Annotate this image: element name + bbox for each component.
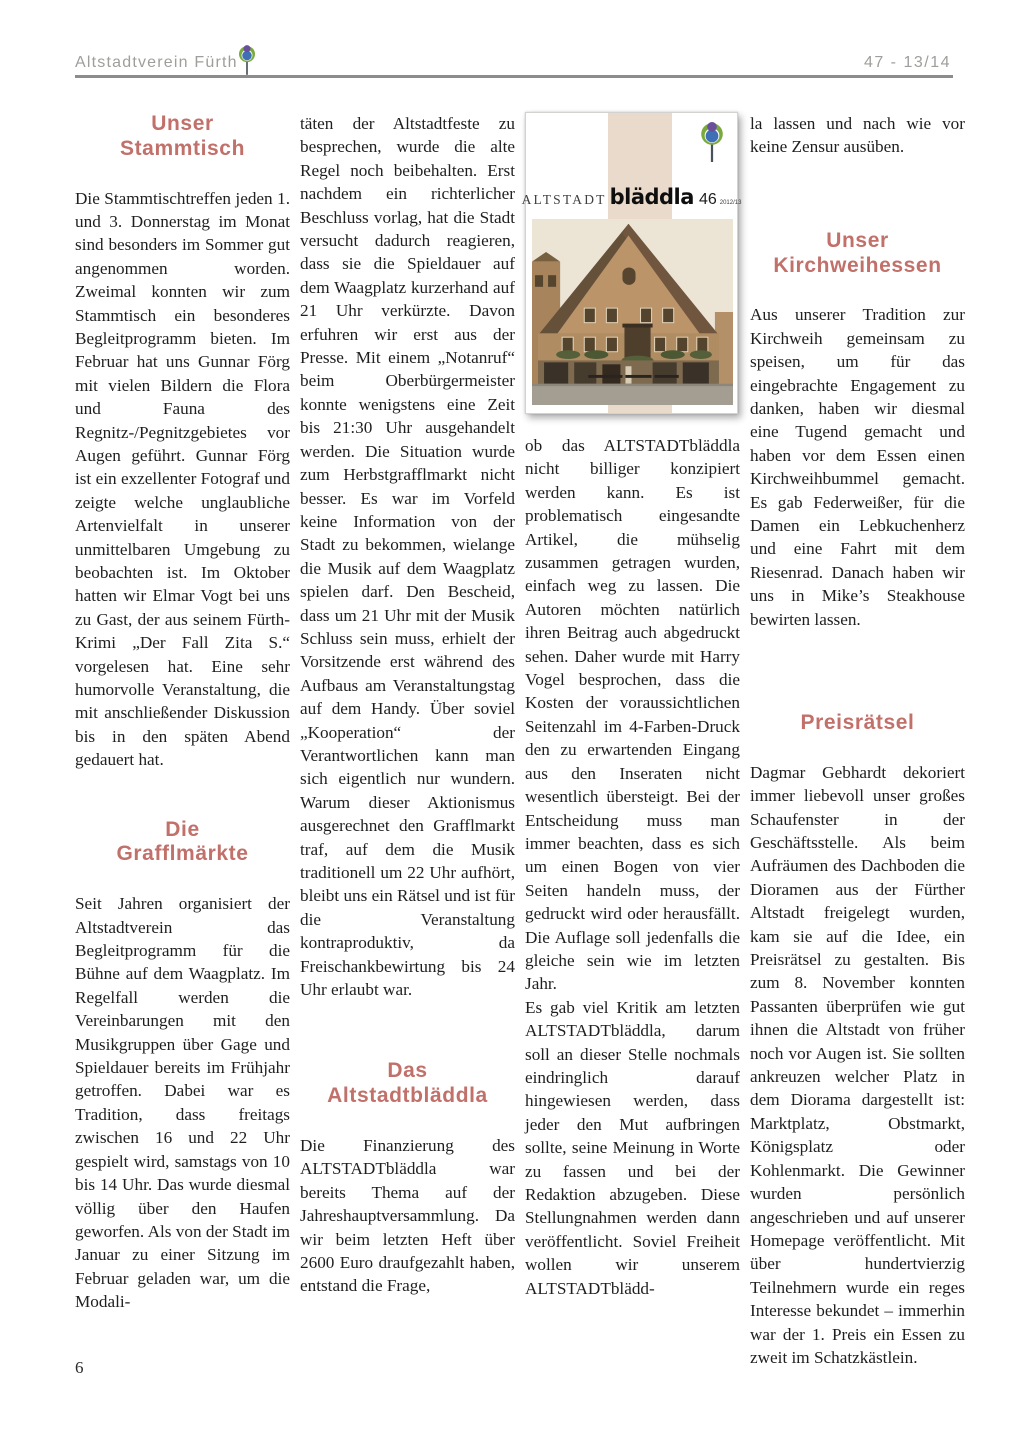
paragraph-altstadtblaeddla-3: Es gab viel Kritik am letzten ALTSTADTbläddla, darum soll an dieser Stelle nochmals eindringlich darauf hingewiesen werden, dass jeder den Mut aufbringen sollte, seine Meinung in Worte zu fassen und bei der Redaktion abzugeben. Diese Stellungnahmen werden dann veröffentlicht. Soviel Freiheit wollen wir unserem ALTSTADTblädd- xyxy=(525,997,740,1298)
paragraph-altstadtblaeddla-2: ob das ALTSTADTbläddla nicht billiger konzipiert werden kann. Es ist problematisch eingesandte Artikel, die mühselig zusammen getragen wurden, einfach weg zu lassen. Die Autoren möchten natürlich ihren Beitrag auch abgedruckt sehen. Daher wurde mit Harry Vogel besprochen, dass die Kosten der voraussichtlichen Seitenzahl im 4-Farben-Druck den zu erwartenden Eingang aus den Inseraten nicht wesentlich übersteigt. Bei der Entscheidung muss man immer beachten, dass es sich um einen Bogen von vier Seiten handeln muss, der gedruckt wird oder herausfällt. Die Auflage soll jedenfalls die gleiche sein wie im letzten Jahr. xyxy=(525,436,740,994)
cover-issue-number: 46 xyxy=(698,191,717,208)
cover-masthead xyxy=(521,185,742,209)
paragraph-stammtisch: Die Stammtischtreffen jeden 1. und 3. Donnerstag im Monat sind besonders im Sommer gut angenommen worden. Zweimal konnten wir zum Stammtisch ein besonderes Begleitprogramm bieten. Im Februar hat uns Gunnar Förg mit vielen Bildern die Flora und Fauna des Regnitz-/Pegnitzgebietes vor Augen geführt. Gunnar Förg ist ein exzellenter Fotograf und zeigte welche unglaubliche Artenvielfalt in unserer unmittelbaren Umgebung zu beobachten ist. Im Oktober hatten wir Elmar Vogt bei uns zu Gast, der aus seinem Fürth-Krimi „Der Fall Zita S.“ vorgelesen hat. Eine sehr humorvolle Veranstaltung, die mit anschließender Diskussion bis in den späten Abend gedauert hat. xyxy=(75,188,290,770)
heading-line: Preisrätsel xyxy=(800,711,915,735)
paragraph-kirchweihessen: Aus unserer Tradition zur Kirchweih gemeinsam zu speisen, um für das eingebrachte Engagement zu danken, haben wir diesmal eine Tugend gemacht und haben vor dem Essen einen Kirchweihbummel gemacht. Es gab Federweißer, für die Damen ein Lebkuchenherz und eine Fahrt mit dem Riesenrad. Danach haben wir uns in Mike’s Steakhouse bewirten lassen. xyxy=(750,305,965,629)
heading-line: Altstadtbläddla xyxy=(327,1084,488,1108)
heading-line: Grafflmärkte xyxy=(116,842,249,866)
column-1 xyxy=(75,112,290,1314)
paragraph-altstadtblaeddla-1: Die Finanzierung des ALTSTADTbläddla war bereits Thema auf der Jahreshauptversammlung. Da wir beim letzten Heft über 2600 Euro draufgezahlt haben, entstand die Frage, xyxy=(300,1135,515,1296)
column-3 xyxy=(521,112,742,1300)
brand-title: Altstadtverein Fürth xyxy=(75,54,238,71)
cover-title-blaeddla: bläddla xyxy=(609,185,694,209)
heading-line: Kirchweihessen xyxy=(773,253,942,277)
heading-unser-stammtisch xyxy=(75,112,290,162)
tree-logo-icon xyxy=(696,120,728,164)
heading-line: Die xyxy=(165,817,200,841)
page-footer xyxy=(75,1358,84,1378)
issue-page-ref: 47 - 13/14 xyxy=(863,54,951,71)
heading-line: Das xyxy=(387,1059,428,1083)
heading-preisraetsel xyxy=(750,711,965,736)
cover-photo-old-house xyxy=(532,219,733,405)
heading-unser-kirchweihessen xyxy=(750,229,965,279)
tree-logo-icon xyxy=(235,44,259,76)
heading-das-altstadtblaeddla xyxy=(300,1059,515,1109)
cover-title-altstadt: ALTSTADT xyxy=(521,192,607,207)
cover-image-altstadtblaeddla-46 xyxy=(521,112,742,414)
header-rule xyxy=(75,75,953,78)
heading-line: Unser xyxy=(151,112,214,135)
heading-line: Unser xyxy=(826,228,889,252)
article-columns xyxy=(75,112,965,1369)
column-4 xyxy=(750,112,965,1369)
paragraph-altstadtblaeddla-4: la lassen und nach wie vor keine Zensur ausüben. xyxy=(750,114,965,157)
paragraph-grafflmaerkte-2: täten der Altstadtfeste zu besprechen, wurde die alte Regel noch beibehalten. Erst nachdem ein richterlicher Beschluss vorlag, hat die Stadt versucht dadurch reagieren, dass sie die Spieldauer auf dem Waagplatz kurzerhand auf 21 Uhr verkürzte. Davon erfuhren wir erst aus der Presse. Mit einem „Notanruf“ beim Oberbürgermeister konnte wenigstens eine Zeit bis 21:30 Uhr ausgehandelt werden. Die Situation wurde zum Herbstgrafflmarkt nicht besser. Es war im Vorfeld keine Information von der Stadt zu bekommen, wielange die Musik auf dem Waagplatz spielen darf. Den Bescheid, dass um 21 Uhr mit der Musik Schluss sein muss, erhielt der Vorsitzende erst während des Aufbaus am Veranstaltungstag auf dem Handy. Über soviel „Kooperation“ der Verantwortlichen kann man sich eigentlich nur wundern. Warum dieser Aktionismus ausgerechnet den Grafflmarkt traf, auf dem die Musik traditionell um 22 Uhr aufhört, bleibt uns ein Rätsel und ist für die Veranstaltung kontraproduktiv, da Freischankbewirtung bis 24 Uhr erlaubt war. xyxy=(300,114,515,1000)
page-number: 6 xyxy=(75,1358,84,1377)
page-header xyxy=(75,44,965,78)
heading-line: Stammtisch xyxy=(119,136,246,160)
paragraph-grafflmaerkte-1: Seit Jahren organisiert der Altstadtverein das Begleitprogramm für die Bühne auf dem Waagplatz. Im Regelfall werden die Vereinbarungen mit den Musikgruppen über Gage und Spieldauer bereits im Frühjahr getroffen. Dabei war es Tradition, dass freitags zwischen 16 und 22 Uhr gespielt wird, samstags von 10 bis 14 Uhr. Das wurde diesmal völlig über den Haufen geworfen. Als von der Stadt im Januar zu einer Sitzung im Februar geladen war, um die Modali- xyxy=(75,894,290,1312)
cover-issue-years: 2012/13 xyxy=(719,200,742,206)
paragraph-preisraetsel: Dagmar Gebhardt dekoriert immer liebevoll unser großes Schaufenster in der Geschäftsstelle. Als beim Aufräumen des Dachboden die Dioramen aus der Fürther Altstadt freigelegt wurden, kam sie auf die Idee, ein Preisrätsel zu gestalten. Bis zum 8. November konnten Passanten überprüfen wie gut ihnen die Altstadt von früher noch vor Augen ist. Sie sollten ankreuzen welcher Platz in dem Diorama dargestellt ist: Marktplatz, Obstmarkt, Königsplatz oder Kohlenmarkt. Die Gewinner wurden persönlich angeschrieben und auf unserer Homepage veröffentlicht. Mit über hundertvierzig Teilnehmern wurde ein reges Interesse bekundet – immerhin war der 1. Preis ein Essen zu zweit im Schatzkästlein. xyxy=(750,762,965,1367)
column-2 xyxy=(300,112,515,1298)
heading-die-grafflmaerkte xyxy=(75,818,290,868)
